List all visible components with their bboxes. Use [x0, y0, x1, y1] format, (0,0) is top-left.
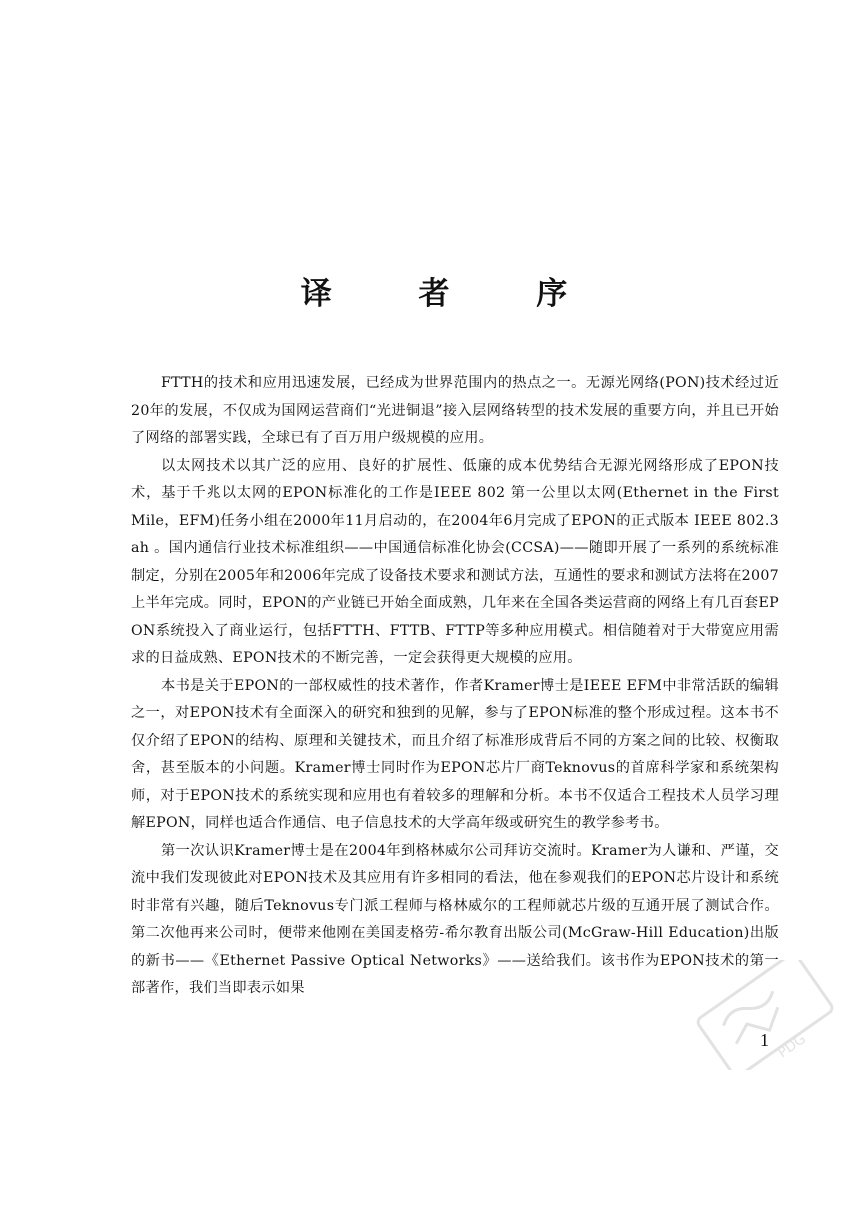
paragraph-2: 以太网技术以其广泛的应用、良好的扩展性、低廉的成本优势结合无源光网络形成了EPON技术，基于千兆以太网的EPON标准化的工作是IEEE 802 第一公里以太网(Ethernet in the First Mile，EFM)任务小组在2000年11月启动的，在2004年6月完成了EPON的正式版本 IEEE 802.3ah 。国内通信行业技术标准组织——中国通信标准化协会(CCSA)——随即开展了一系列的系统标准制定，分别在2005年和2006年完成了设备技术要求和测试方法，互通性的要求和测试方法将在2007上半年完成。同时，EPON的产业链已开始全面成熟，几年来在全国各类运营商的网络上有几百套EPON系统投入了商业运行，包括FTTH、FTTB、FTTP等多种应用模式。相信随着对于大带宽应用需求的日益成熟、EPON技术的不断完善，一定会获得更大规模的应用。 [131, 457, 779, 666]
paragraph-4: 第一次认识Kramer博士是在2004年到格林威尔公司拜访交流时。Kramer为人谦和、严谨，交流中我们发现彼此对EPON技术及其应用有许多相同的看法，他在参观我们的EPON芯片设计和系统时非常有兴趣，随后Teknovus专门派工程师与格林威尔的工程师就芯片级的互通开展了测试合作。第二次他再来公司时，便带来他刚在美国麦格劳-希尔教育出版公司(McGraw-Hill Education)出版的新书——《Ethernet Passive Optical Networks》——送给我们。该书作为EPON技术的第一部著作，我们当即表示如果 [131, 842, 779, 996]
watermark-label: PDG [775, 1030, 809, 1062]
page-title: 译 者 序 [300, 276, 606, 312]
page-number: 1 [760, 1030, 769, 1050]
watermark-stamp [690, 960, 840, 1070]
body-text [131, 370, 779, 1003]
paragraph-1: FTTH的技术和应用迅速发展，已经成为世界范围内的热点之一。无源光网络(PON)技术经过近20年的发展，不仅成为国网运营商们“光进铜退”接入层网络转型的技术发展的重要方向，并且已开始了网络的部署实践，全球已有了百万用户级规模的应用。 [131, 375, 779, 446]
paragraph-3: 本书是关于EPON的一部权威性的技术著作，作者Kramer博士是IEEE EFM中非常活跃的编辑之一，对EPON技术有全面深入的研究和独到的见解，参与了EPON标准的整个形成过程。这本书不仅介绍了EPON的结构、原理和关键技术，而且介绍了标准形成背后不同的方案之间的比较、权衡取舍，甚至版本的小问题。Kramer博士同时作为EPON芯片厂商Teknovus的首席科学家和系统架构师，对于EPON技术的系统实现和应用也有着较多的理解和分析。本书不仅适合工程技术人员学习理解EPON，同样也适合作通信、电子信息技术的大学高年级或研究生的教学参考书。 [131, 677, 779, 831]
